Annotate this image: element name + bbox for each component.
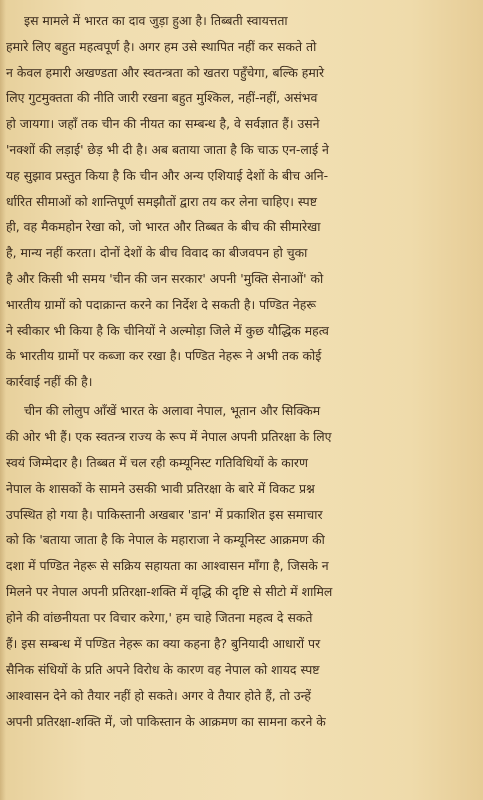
text-line: हैं। इस सम्बन्ध में पण्डित नेहरू का क्या कहना है? बुनियादी आधारों पर bbox=[6, 636, 321, 652]
text-line: होने की वांछनीयता पर विचार करेगा,' हम चाहे जितना महत्व दे सकते bbox=[6, 610, 313, 626]
text-line: मिलने पर नेपाल अपनी प्रतिरक्षा-शक्ति में वृद्धि की दृष्टि से सीटो में शामिल bbox=[6, 584, 333, 600]
paragraph-1 bbox=[0, 8, 483, 395]
text-line: अपनी प्रतिरक्षा-शक्ति में, जो पाकिस्तान के आक्रमण का सामना करने के bbox=[6, 713, 326, 729]
text-line: 'नक्शों की लड़ाई' छेड़ भी दी है। अब बताया जाता है कि चाऊ एन-लाई ने bbox=[6, 141, 329, 157]
paragraph-2 bbox=[0, 398, 483, 735]
text-line: लिए गुटमुक्तता की नीति जारी रखना बहुत मुश्किल, नहीं-नहीं, असंभव bbox=[6, 90, 318, 106]
text-line: उपस्थित हो गया है। पाकिस्तानी अखबार 'डान' में प्रकाशित इस समाचार bbox=[6, 506, 323, 522]
text-line: चीन की लोलुप आँखें भारत के अलावा नेपाल, भूतान और सिक्किम bbox=[24, 403, 321, 418]
text-line: सैनिक संधियों के प्रति अपने विरोध के कारण वह नेपाल को शायद स्पष्ट bbox=[6, 661, 320, 677]
text-line: की ओर भी हैं। एक स्वतन्त्र राज्य के रूप में नेपाल अपनी प्रतिरक्षा के लिए bbox=[6, 428, 332, 444]
text-line: है और किसी भी समय 'चीन की जन सरकार' अपनी 'मुक्ति सेनाओं' को bbox=[6, 270, 324, 286]
text-line: नेपाल के शासकों के सामने उसकी भावी प्रतिरक्षा के बारे में विकट प्रश्न bbox=[6, 480, 315, 496]
text-line: आश्वासन देने को तैयार नहीं हो सकते। अगर वे तैयार होते हैं, तो उन्हें bbox=[6, 687, 311, 703]
text-line: कार्रवाई नहीं की है। bbox=[6, 374, 93, 390]
text-line: र्धारित सीमाओं को शान्तिपूर्ण समझौतों द्वारा तय कर लेना चाहिए। स्पष्ट bbox=[6, 193, 317, 209]
text-line: स्वयं जिम्मेदार है। तिब्बत में चल रही कम्यूनिस्ट गतिविधियों के कारण bbox=[6, 454, 308, 470]
text-line: यह सुझाव प्रस्तुत किया है कि चीन और अन्य एशियाई देशों के बीच अनि- bbox=[6, 167, 329, 183]
text-line: के भारतीय ग्रामों पर कब्जा कर रखा है। पण्डित नेहरू ने अभी तक कोई bbox=[6, 348, 322, 364]
text-line: भारतीय ग्रामों को पदाक्रान्त करने का निर्देश दे सकती है। पण्डित नेहरू bbox=[6, 296, 316, 312]
text-line: हमारे लिए बहुत महत्वपूर्ण है। अगर हम उसे स्थापित नहीं कर सकते तो bbox=[6, 38, 317, 54]
text-line: इस मामले में भारत का दाव जुड़ा हुआ है। तिब्बती स्वायत्तता bbox=[24, 13, 288, 28]
text-line: ही, वह मैकमहोन रेखा को, जो भारत और तिब्बत के बीच की सीमारेखा bbox=[6, 219, 321, 235]
text-line: ने स्वीकार भी किया है कि चीनियों ने अल्मोड़ा जिले में कुछ यौद्धिक महत्व bbox=[6, 322, 329, 338]
text-line: को कि 'बताया जाता है कि नेपाल के महाराजा ने कम्यूनिस्ट आक्रमण की bbox=[6, 532, 325, 548]
text-line: है, मान्य नहीं करता। दोनों देशों के बीच विवाद का बीजवपन हो चुका bbox=[6, 245, 308, 261]
text-line: दशा में पण्डित नेहरू से सक्रिय सहायता का आश्वासन माँगा है, जिसके न bbox=[6, 558, 329, 574]
text-line: हो जायगा। जहाँ तक चीन की नीयत का सम्बन्ध है, वे सर्वज्ञात हैं। उसने bbox=[6, 116, 320, 132]
text-line: न केवल हमारी अखण्डता और स्वतन्त्रता को खतरा पहुँचेगा, बल्कि हमारे bbox=[6, 64, 325, 80]
